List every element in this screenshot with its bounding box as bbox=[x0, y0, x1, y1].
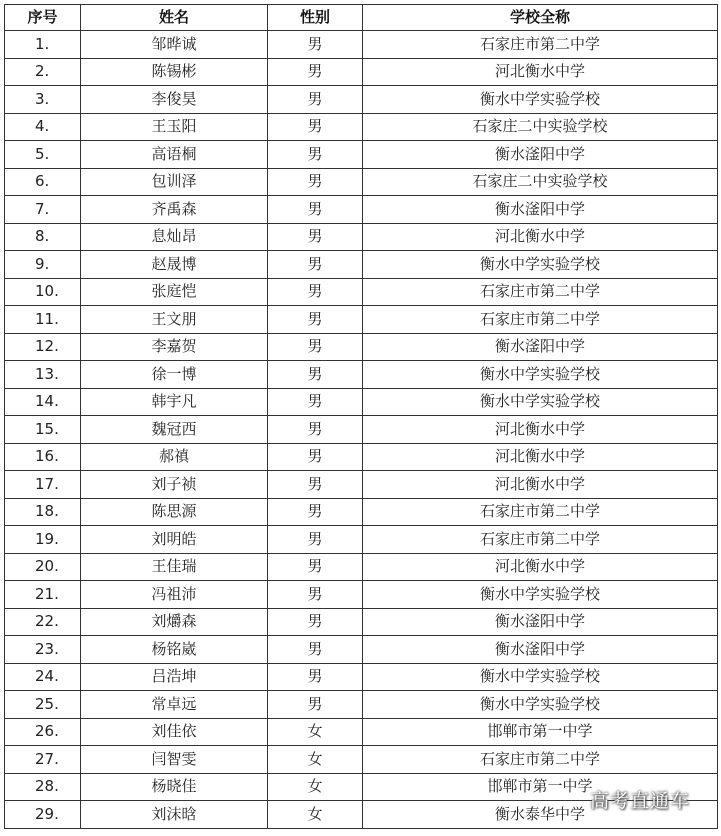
header-serial-number: 序号 bbox=[5, 5, 81, 31]
serial-number-cell: 5. bbox=[5, 141, 81, 169]
gender-cell: 女 bbox=[268, 801, 363, 829]
table-row bbox=[5, 141, 718, 169]
table-row bbox=[5, 718, 718, 746]
student-name-cell: 王玉阳 bbox=[81, 113, 268, 141]
gender-cell: 男 bbox=[268, 168, 363, 196]
school-name-cell: 河北衡水中学 bbox=[363, 223, 718, 251]
school-name-cell: 河北衡水中学 bbox=[363, 443, 718, 471]
table-row bbox=[5, 608, 718, 636]
student-name-cell: 刘明皓 bbox=[81, 526, 268, 554]
serial-number-cell: 21. bbox=[5, 581, 81, 609]
table-row bbox=[5, 553, 718, 581]
header-school: 学校全称 bbox=[363, 5, 718, 31]
gender-cell: 男 bbox=[268, 691, 363, 719]
school-name-cell: 河北衡水中学 bbox=[363, 471, 718, 499]
student-roster-table bbox=[4, 4, 718, 829]
gender-cell: 男 bbox=[268, 608, 363, 636]
student-name-cell: 魏冠西 bbox=[81, 416, 268, 444]
student-name-cell: 邹晔诚 bbox=[81, 31, 268, 59]
school-name-cell: 河北衡水中学 bbox=[363, 553, 718, 581]
table-row bbox=[5, 58, 718, 86]
table-row bbox=[5, 388, 718, 416]
serial-number-cell: 6. bbox=[5, 168, 81, 196]
table-row bbox=[5, 663, 718, 691]
header-gender: 性别 bbox=[268, 5, 363, 31]
student-name-cell: 陈锡彬 bbox=[81, 58, 268, 86]
table-row bbox=[5, 691, 718, 719]
serial-number-cell: 23. bbox=[5, 636, 81, 664]
school-name-cell: 衡水中学实验学校 bbox=[363, 361, 718, 389]
table-row bbox=[5, 746, 718, 774]
gender-cell: 男 bbox=[268, 141, 363, 169]
table-row bbox=[5, 526, 718, 554]
gender-cell: 女 bbox=[268, 773, 363, 801]
serial-number-cell: 7. bbox=[5, 196, 81, 224]
school-name-cell: 衡水滏阳中学 bbox=[363, 141, 718, 169]
gender-cell: 男 bbox=[268, 223, 363, 251]
table-row bbox=[5, 306, 718, 334]
student-name-cell: 刘爝森 bbox=[81, 608, 268, 636]
table-row bbox=[5, 636, 718, 664]
school-name-cell: 衡水泰华中学 bbox=[363, 801, 718, 829]
serial-number-cell: 18. bbox=[5, 498, 81, 526]
serial-number-cell: 25. bbox=[5, 691, 81, 719]
table-row bbox=[5, 196, 718, 224]
student-name-cell: 徐一博 bbox=[81, 361, 268, 389]
school-name-cell: 河北衡水中学 bbox=[363, 58, 718, 86]
gender-cell: 男 bbox=[268, 58, 363, 86]
school-name-cell: 石家庄二中实验学校 bbox=[363, 113, 718, 141]
school-name-cell: 衡水中学实验学校 bbox=[363, 663, 718, 691]
student-name-cell: 李嘉贺 bbox=[81, 333, 268, 361]
table-row bbox=[5, 471, 718, 499]
serial-number-cell: 1. bbox=[5, 31, 81, 59]
table-row bbox=[5, 251, 718, 279]
gender-cell: 女 bbox=[268, 746, 363, 774]
gender-cell: 男 bbox=[268, 196, 363, 224]
serial-number-cell: 2. bbox=[5, 58, 81, 86]
table-header bbox=[5, 5, 718, 31]
serial-number-cell: 24. bbox=[5, 663, 81, 691]
table-row bbox=[5, 581, 718, 609]
student-name-cell: 张庭恺 bbox=[81, 278, 268, 306]
school-name-cell: 衡水滏阳中学 bbox=[363, 196, 718, 224]
serial-number-cell: 15. bbox=[5, 416, 81, 444]
school-name-cell: 衡水滏阳中学 bbox=[363, 333, 718, 361]
table-row bbox=[5, 498, 718, 526]
gender-cell: 男 bbox=[268, 636, 363, 664]
student-name-cell: 杨铭崴 bbox=[81, 636, 268, 664]
school-name-cell: 石家庄市第二中学 bbox=[363, 31, 718, 59]
serial-number-cell: 20. bbox=[5, 553, 81, 581]
school-name-cell: 石家庄市第二中学 bbox=[363, 746, 718, 774]
serial-number-cell: 9. bbox=[5, 251, 81, 279]
student-name-cell: 息灿昂 bbox=[81, 223, 268, 251]
gender-cell: 男 bbox=[268, 388, 363, 416]
table-row bbox=[5, 86, 718, 114]
school-name-cell: 衡水滏阳中学 bbox=[363, 608, 718, 636]
student-name-cell: 冯祖沛 bbox=[81, 581, 268, 609]
gender-cell: 男 bbox=[268, 581, 363, 609]
student-name-cell: 高语桐 bbox=[81, 141, 268, 169]
table-row bbox=[5, 416, 718, 444]
table-row bbox=[5, 31, 718, 59]
table-row bbox=[5, 333, 718, 361]
serial-number-cell: 3. bbox=[5, 86, 81, 114]
student-name-cell: 郝禛 bbox=[81, 443, 268, 471]
gender-cell: 男 bbox=[268, 361, 363, 389]
serial-number-cell: 10. bbox=[5, 278, 81, 306]
serial-number-cell: 22. bbox=[5, 608, 81, 636]
serial-number-cell: 8. bbox=[5, 223, 81, 251]
gender-cell: 男 bbox=[268, 306, 363, 334]
gender-cell: 男 bbox=[268, 471, 363, 499]
serial-number-cell: 27. bbox=[5, 746, 81, 774]
gender-cell: 男 bbox=[268, 86, 363, 114]
serial-number-cell: 16. bbox=[5, 443, 81, 471]
student-name-cell: 包训泽 bbox=[81, 168, 268, 196]
student-name-cell: 陈思源 bbox=[81, 498, 268, 526]
school-name-cell: 衡水滏阳中学 bbox=[363, 636, 718, 664]
gender-cell: 男 bbox=[268, 416, 363, 444]
student-name-cell: 刘沫晗 bbox=[81, 801, 268, 829]
student-name-cell: 王佳瑞 bbox=[81, 553, 268, 581]
school-name-cell: 河北衡水中学 bbox=[363, 416, 718, 444]
student-name-cell: 赵晟博 bbox=[81, 251, 268, 279]
serial-number-cell: 19. bbox=[5, 526, 81, 554]
gender-cell: 男 bbox=[268, 443, 363, 471]
serial-number-cell: 26. bbox=[5, 718, 81, 746]
gender-cell: 男 bbox=[268, 526, 363, 554]
table-row bbox=[5, 168, 718, 196]
school-name-cell: 石家庄市第二中学 bbox=[363, 498, 718, 526]
student-name-cell: 王文朋 bbox=[81, 306, 268, 334]
gender-cell: 男 bbox=[268, 663, 363, 691]
student-name-cell: 吕浩坤 bbox=[81, 663, 268, 691]
student-name-cell: 韩宇凡 bbox=[81, 388, 268, 416]
serial-number-cell: 4. bbox=[5, 113, 81, 141]
table-row bbox=[5, 443, 718, 471]
serial-number-cell: 29. bbox=[5, 801, 81, 829]
table-row bbox=[5, 223, 718, 251]
school-name-cell: 石家庄二中实验学校 bbox=[363, 168, 718, 196]
school-name-cell: 邯郸市第一中学 bbox=[363, 718, 718, 746]
header-row bbox=[5, 5, 718, 31]
student-name-cell: 闫智雯 bbox=[81, 746, 268, 774]
serial-number-cell: 13. bbox=[5, 361, 81, 389]
gender-cell: 男 bbox=[268, 31, 363, 59]
table-row bbox=[5, 278, 718, 306]
gender-cell: 男 bbox=[268, 251, 363, 279]
school-name-cell: 石家庄市第二中学 bbox=[363, 526, 718, 554]
school-name-cell: 衡水中学实验学校 bbox=[363, 691, 718, 719]
gender-cell: 男 bbox=[268, 278, 363, 306]
student-name-cell: 齐禹森 bbox=[81, 196, 268, 224]
table-row bbox=[5, 361, 718, 389]
header-name: 姓名 bbox=[81, 5, 268, 31]
gender-cell: 男 bbox=[268, 553, 363, 581]
school-name-cell: 石家庄市第二中学 bbox=[363, 278, 718, 306]
gender-cell: 男 bbox=[268, 498, 363, 526]
school-name-cell: 石家庄市第二中学 bbox=[363, 306, 718, 334]
school-name-cell: 衡水中学实验学校 bbox=[363, 581, 718, 609]
serial-number-cell: 12. bbox=[5, 333, 81, 361]
student-name-cell: 刘子祯 bbox=[81, 471, 268, 499]
school-name-cell: 邯郸市第一中学 bbox=[363, 773, 718, 801]
gender-cell: 男 bbox=[268, 333, 363, 361]
school-name-cell: 衡水中学实验学校 bbox=[363, 388, 718, 416]
serial-number-cell: 17. bbox=[5, 471, 81, 499]
gender-cell: 女 bbox=[268, 718, 363, 746]
student-name-cell: 杨晓佳 bbox=[81, 773, 268, 801]
gender-cell: 男 bbox=[268, 113, 363, 141]
serial-number-cell: 28. bbox=[5, 773, 81, 801]
watermark-logo-text: 高考直通车 bbox=[590, 790, 691, 812]
serial-number-cell: 11. bbox=[5, 306, 81, 334]
student-name-cell: 刘佳依 bbox=[81, 718, 268, 746]
school-name-cell: 衡水中学实验学校 bbox=[363, 251, 718, 279]
serial-number-cell: 14. bbox=[5, 388, 81, 416]
table-row bbox=[5, 113, 718, 141]
student-name-cell: 李俊昊 bbox=[81, 86, 268, 114]
school-name-cell: 衡水中学实验学校 bbox=[363, 86, 718, 114]
student-name-cell: 常卓远 bbox=[81, 691, 268, 719]
table-body bbox=[5, 31, 718, 829]
